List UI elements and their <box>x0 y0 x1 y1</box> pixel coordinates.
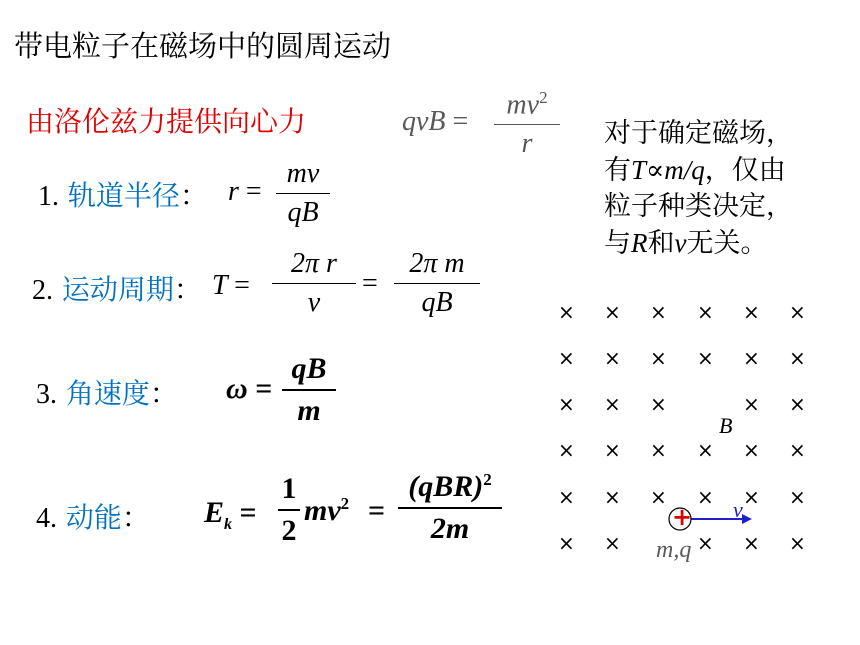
lorentz-denominator: r <box>521 128 533 160</box>
field-cross-icon: × <box>558 300 575 324</box>
subtitle: 由洛伦兹力提供向心力 <box>26 105 307 138</box>
field-cross-icon: × <box>789 392 806 416</box>
field-cross-icon: × <box>743 485 760 509</box>
field-cross-icon: × <box>650 485 667 509</box>
radius-lhs: r = <box>228 176 262 207</box>
field-cross-icon: × <box>604 300 621 324</box>
field-cross-icon: × <box>697 485 714 509</box>
period-lhs: T = <box>212 270 250 301</box>
omega-lhs: ω = <box>226 372 273 405</box>
field-cross-icon: × <box>558 346 575 370</box>
field-cross-icon: × <box>650 438 667 462</box>
ek-mv2: $mv^2$ <box>304 494 350 527</box>
note-line-2: 有T∝m/q，仅由 <box>604 155 786 186</box>
field-cross-icon: × <box>697 346 714 370</box>
field-cross-icon: × <box>789 300 806 324</box>
field-cross-icon: × <box>789 485 806 509</box>
field-cross-icon: × <box>743 392 760 416</box>
radius-fraction: mv qB <box>276 158 330 229</box>
field-b-label: B <box>719 413 733 438</box>
period-fraction-1: 2π r v <box>272 248 356 319</box>
period-fraction-2: 2π m qB <box>394 248 480 319</box>
field-cross-icon: × <box>558 438 575 462</box>
item-radius: 1. 轨道半径： <box>38 179 208 212</box>
field-cross-icon: × <box>789 438 806 462</box>
field-cross-icon: × <box>558 485 575 509</box>
field-cross-icon: × <box>558 531 575 555</box>
velocity-arrowhead <box>742 514 752 524</box>
field-cross-icon: × <box>650 346 667 370</box>
field-cross-icon: × <box>604 485 621 509</box>
field-cross-icon: × <box>743 300 760 324</box>
omega-fraction: qB m <box>282 352 336 428</box>
page-title: 带电粒子在磁场中的圆周运动 <box>14 29 392 63</box>
lorentz-numerator: $mv^2$ <box>506 88 548 121</box>
particle-label: m,q <box>656 537 692 563</box>
lorentz-lhs: qvB = <box>402 106 469 137</box>
item-kinetic-energy: 4. 动能： <box>36 501 150 534</box>
ek-fraction-2: (qBR)$^2$ 2m <box>398 470 502 546</box>
field-cross-icon: × <box>604 438 621 462</box>
ek-fraction-half: 1 2 <box>278 472 300 548</box>
period-eq2: = <box>362 268 378 299</box>
field-cross-icon: × <box>604 392 621 416</box>
field-cross-icon: × <box>743 531 760 555</box>
field-cross-icon: × <box>789 531 806 555</box>
velocity-label: v <box>733 497 743 522</box>
field-cross-icon: × <box>743 438 760 462</box>
field-cross-icon: × <box>604 531 621 555</box>
particle-plus-icon: + <box>672 503 693 531</box>
field-cross-icon: × <box>743 346 760 370</box>
note-line-3: 粒子种类决定， <box>604 191 793 222</box>
field-cross-icon: × <box>697 438 714 462</box>
field-cross-icon: × <box>650 300 667 324</box>
field-cross-icon: × <box>789 346 806 370</box>
note-line-1: 对于确定磁场， <box>604 118 793 149</box>
field-cross-icon: × <box>604 346 621 370</box>
field-cross-icon: × <box>697 300 714 324</box>
item-period: 2. 运动周期： <box>32 273 202 306</box>
note-line-4: 与R和v无关。 <box>604 228 768 259</box>
ek-lhs: $E_k$ = <box>204 496 257 533</box>
ek-eq2: = <box>368 494 386 527</box>
item-angular-velocity: 3. 角速度： <box>36 377 178 410</box>
field-cross-icon: × <box>558 392 575 416</box>
field-cross-icon: × <box>650 392 667 416</box>
field-cross-icon: × <box>697 531 714 555</box>
